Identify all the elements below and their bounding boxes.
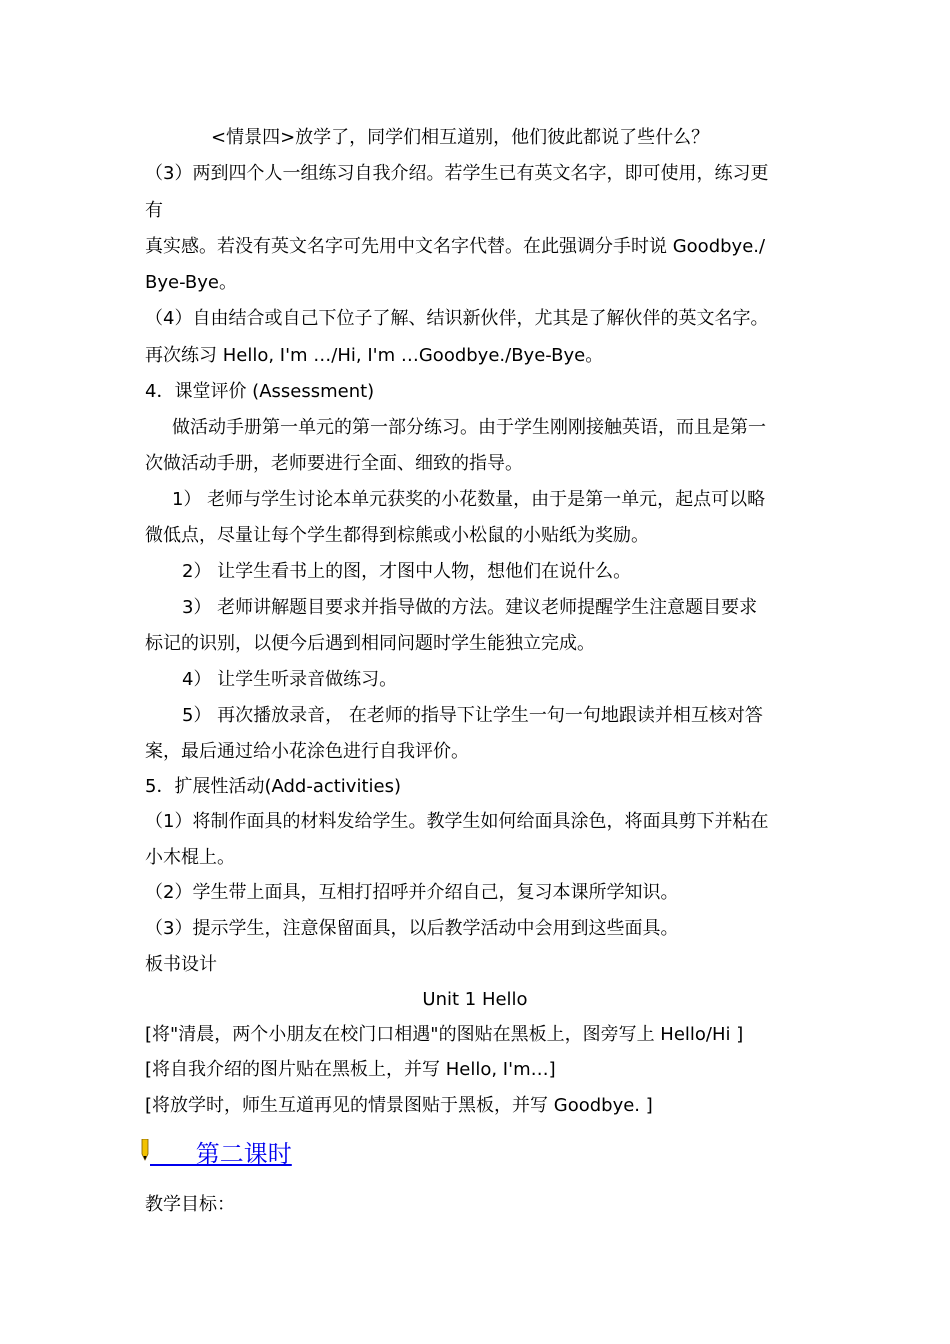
assessment-item-5-line-2: 案，最后通过给小花涂色进行自我评价。: [145, 741, 469, 762]
assessment-intro-line-2: 次做活动手册，老师要进行全面、细致的指导。: [145, 453, 523, 474]
board-line-2: [将自我介绍的图片贴在黑板上，并写 Hello, I'm…]: [145, 1059, 556, 1080]
step-3-paragraph-line-4: Bye-Bye。: [145, 272, 238, 293]
activity-1-line-1: （1）将制作面具的材料发给学生。教学生如何给面具涂色，将面具剪下并粘在: [145, 811, 769, 832]
step-4-paragraph-line-2: 再次练习 Hello, I'm …/Hi, I'm …Goodbye./Bye-Bye。: [145, 345, 604, 366]
assessment-item-2: 2） 让学生看书上的图，才图中人物，想他们在说什么。: [182, 561, 632, 582]
step-3-paragraph-line-3: 真实感。若没有英文名字可先用中文名字代替。在此强调分手时说 Goodbye./: [145, 236, 766, 257]
assessment-item-1-line-2: 微低点，尽量让每个学生都得到棕熊或小松鼠的小贴纸为奖励。: [145, 525, 649, 546]
activity-3: （3）提示学生，注意保留面具，以后教学活动中会用到这些面具。: [145, 918, 679, 939]
step-3-paragraph-line-2: 有: [145, 200, 163, 221]
board-line-3: [将放学时，师生互道再见的情景图贴于黑板，并写 Goodbye. ]: [145, 1095, 653, 1116]
step-3-paragraph-line-1: （3）两到四个人一组练习自我介绍。若学生已有英文名字，即可使用，练习更: [145, 163, 769, 184]
assessment-item-3-line-2: 标记的识别，以便今后遇到相同问题时学生能独立完成。: [145, 633, 595, 654]
board-line-1: [将"清晨，两个小朋友在校门口相遇"的图贴在黑板上，图旁写上 Hello/Hi ]: [145, 1024, 744, 1045]
board-design-heading: 板书设计: [145, 954, 217, 975]
scene-four-heading: <情景四>放学了，同学们相互道别，他们彼此都说了些什么？: [211, 127, 710, 148]
assessment-item-1-line-1: 1） 老师与学生讨论本单元获奖的小花数量，由于是第一单元，起点可以略: [172, 489, 766, 510]
assessment-item-4: 4） 让学生听录音做练习。: [182, 669, 398, 690]
assessment-heading: 4．课堂评价 (Assessment): [145, 381, 375, 402]
teaching-objectives-heading: 教学目标：: [145, 1194, 235, 1215]
assessment-item-3-line-1: 3） 老师讲解题目要求并指导做的方法。建议老师提醒学生注意题目要求: [182, 597, 758, 618]
pencil-icon: [140, 1139, 150, 1161]
add-activities-heading: 5．扩展性活动(Add-activities): [145, 776, 401, 797]
second-lesson-link[interactable]: 第二课时: [150, 1140, 292, 1168]
assessment-intro-line-1: 做活动手册第一单元的第一部分练习。由于学生刚刚接触英语，而且是第一: [172, 417, 766, 438]
assessment-item-5-line-1: 5） 再次播放录音， 在老师的指导下让学生一句一句地跟读并相互核对答: [182, 705, 763, 726]
activity-1-line-2: 小木棍上。: [145, 847, 235, 868]
step-4-paragraph-line-1: （4）自由结合或自己下位子了解、结识新伙伴，尤其是了解伙伴的英文名字。: [145, 308, 769, 329]
activity-2: （2）学生带上面具，互相打招呼并介绍自己，复习本课所学知识。: [145, 882, 679, 903]
board-unit-title: Unit 1 Hello: [422, 989, 528, 1010]
